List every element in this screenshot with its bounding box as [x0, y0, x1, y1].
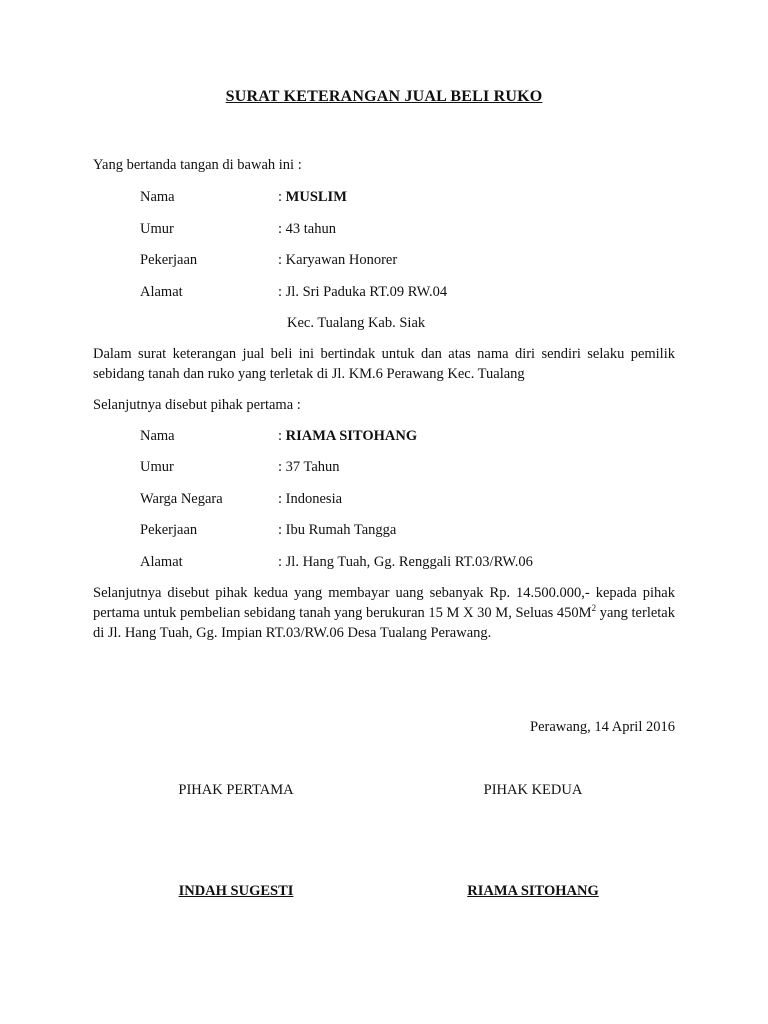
- paragraph-2: Selanjutnya disebut pihak pertama :: [93, 397, 301, 413]
- field-label-alamat-1: Alamat: [140, 284, 183, 300]
- colon: :: [278, 554, 283, 570]
- first-party-job: Karyawan Honorer: [285, 252, 398, 268]
- field-label-alamat-2: Alamat: [140, 554, 183, 570]
- paragraph-1: Dalam surat keterangan jual beli ini bertindak untuk dan atas nama diri sendiri selaku pemilik sebidang tanah dan ruko yang terletak di Jl. KM.6 Perawang Kec. Tualang: [93, 346, 675, 382]
- field-value-pekerjaan-2: [278, 521, 396, 539]
- field-label-nama-2: Nama: [140, 428, 175, 444]
- colon: :: [278, 428, 283, 444]
- paragraph-3-part-1: Selanjutnya disebut pihak kedua yang membayar uang sebanyak Rp. 14.500.000,- kepada pihak pertama untuk pembelian sebidang tanah yang berukuran 15 M X 30 M, Seluas 450M: [93, 585, 675, 621]
- colon: :: [278, 252, 283, 268]
- superscript-2: 2: [591, 603, 597, 614]
- colon: :: [278, 221, 283, 237]
- field-value-pekerjaan-1: [278, 251, 397, 269]
- field-value-nama-1: [278, 188, 347, 206]
- second-party-nationality: Indonesia: [285, 491, 343, 507]
- first-party-address-line2: Kec. Tualang Kab. Siak: [287, 315, 426, 331]
- colon: :: [278, 491, 283, 507]
- paragraph-3: [93, 583, 675, 643]
- field-label-pekerjaan-2: Pekerjaan: [140, 522, 198, 538]
- signature-name-left: INDAH SUGESTI: [178, 883, 294, 899]
- paragraph-3-part-2: yang terletak di Jl. Hang Tuah, Gg. Impian RT.03/RW.06 Desa Tualang Perawang.: [93, 605, 675, 641]
- field-label-warga-negara: Warga Negara: [140, 491, 223, 507]
- signature-role-left: PIHAK PERTAMA: [178, 782, 294, 798]
- field-value-nama-2: [278, 427, 417, 445]
- field-label-nama-1: Nama: [140, 189, 175, 205]
- colon: :: [278, 459, 283, 475]
- colon: :: [278, 189, 283, 205]
- intro-text: Yang bertanda tangan di bawah ini :: [93, 157, 302, 173]
- field-value-alamat-2: [278, 553, 533, 571]
- signature-role-right: PIHAK KEDUA: [483, 782, 583, 798]
- second-party-age: 37 Tahun: [285, 459, 340, 475]
- signature-name-right: RIAMA SITOHANG: [467, 883, 599, 899]
- field-label-umur-2: Umur: [140, 459, 174, 475]
- field-value-umur-2: [278, 458, 340, 476]
- place-date: Perawang, 14 April 2016: [530, 719, 675, 735]
- first-party-name: MUSLIM: [285, 189, 347, 205]
- field-value-warga-negara: [278, 490, 342, 508]
- colon: :: [278, 522, 283, 538]
- second-party-name: RIAMA SITOHANG: [285, 428, 418, 444]
- second-party-address: Jl. Hang Tuah, Gg. Renggali RT.03/RW.06: [285, 554, 533, 570]
- field-label-pekerjaan-1: Pekerjaan: [140, 252, 198, 268]
- first-party-age: 43 tahun: [285, 221, 336, 237]
- field-value-umur-1: [278, 220, 336, 238]
- field-label-umur-1: Umur: [140, 221, 174, 237]
- document-title: SURAT KETERANGAN JUAL BELI RUKO: [225, 88, 543, 105]
- second-party-job: Ibu Rumah Tangga: [285, 522, 397, 538]
- first-party-address: Jl. Sri Paduka RT.09 RW.04: [285, 284, 448, 300]
- colon: :: [278, 284, 283, 300]
- field-value-alamat-1: [278, 283, 447, 301]
